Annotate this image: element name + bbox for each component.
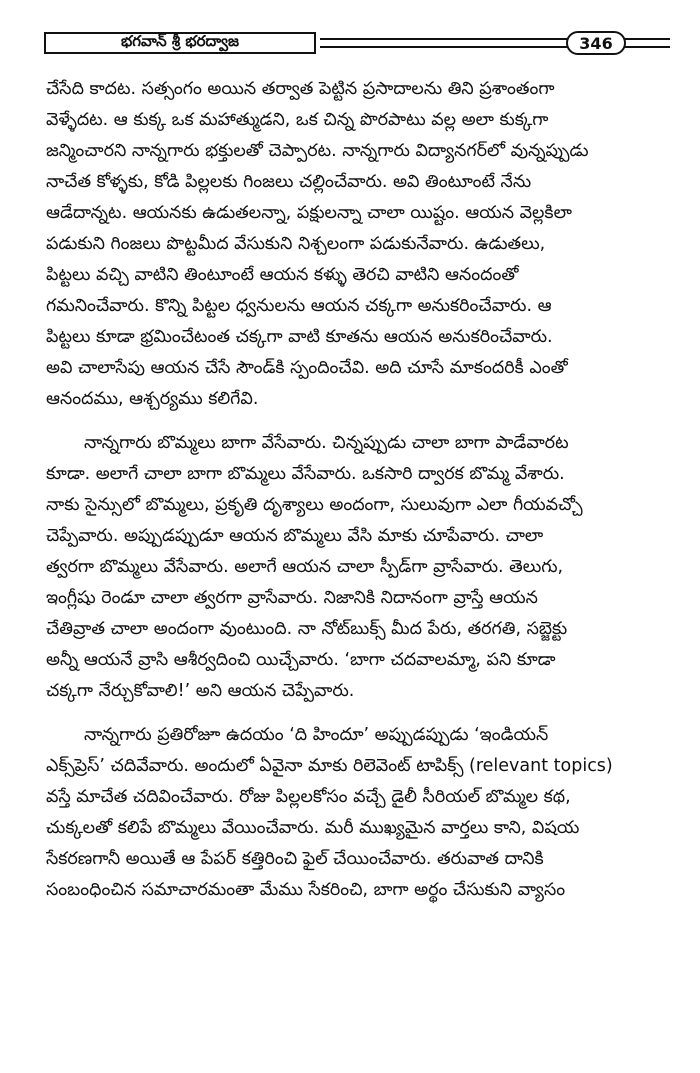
running-title-box xyxy=(44,32,316,54)
text-line: త్వరగా బొమ్మలు వేసేవారు. అలాగే ఆయన చాలా స్పీడ్‌గా వ్రాసేవారు. తెలుగు, xyxy=(46,557,564,577)
text-line: గమనించేవారు. కొన్ని పిట్టల ధ్వనులను ఆయన చక్కగా అనుకరించేవారు. ఆ xyxy=(46,296,552,316)
text-line: వెళ్ళేదట. ఆ కుక్క ఒక మహాత్ముడని, ఒక చిన్న పొరపాటు వల్ల అలా కుక్కగా xyxy=(46,110,549,130)
text-line: సేకరణగానీ అయితే ఆ పేపర్ కత్తిరించి ఫైల్ చేయించేవారు. తరువాత దానికి xyxy=(46,849,544,869)
page-number: 346 xyxy=(579,33,613,53)
text-line: నాచేత కోళ్ళకు, కోడి పిల్లలకు గింజలు చల్లించేవారు. అవి తింటూంటే నేను xyxy=(46,172,532,192)
text-line: జన్మించారని నాన్నగారు భక్తులతో చెప్పారట. నాన్నగారు విద్యానగర్‌లో వున్నప్పుడు xyxy=(46,141,589,161)
text-line: నాన్నగారు ప్రతిరోజూ ఉదయం ‘ది హిందూ’ అప్పుడప్పుడు ‘ఇండియన్ xyxy=(84,725,549,745)
paragraph-1 xyxy=(46,74,658,415)
text-line: పడుకుని గింజలు పొట్టమీద వేసుకుని నిశ్చలంగా పడుకునేవారు. ఉడుతలు, xyxy=(46,234,546,254)
text-line: వస్తే మాచేత చదివించేవారు. రోజు పిల్లలకోసం వచ్చే డైలీ సీరియల్ బొమ్మల కథ, xyxy=(46,787,571,807)
text-line: చేతివ్రాత చాలా అందంగా వుంటుంది. నా నోట్‌బుక్స్ మీద పేరు, తరగతి, సబ్జెక్టు xyxy=(46,619,568,639)
text-line: ఎక్స్‌ప్రెస్’ చదివేవారు. అందులో ఏవైనా మాకు రిలెవెంట్ టాపిక్స్ (relevant topics) xyxy=(46,756,613,776)
text-line: పిట్టలు కూడా భ్రమించేటంత చక్కగా వాటి కూతను ఆయన అనుకరించేవారు. xyxy=(46,327,553,347)
page-header xyxy=(44,32,670,58)
text-line: చక్కగా నేర్చుకోవాలి!’ అని ఆయన చెప్పేవారు. xyxy=(46,681,355,701)
body-text xyxy=(46,74,658,919)
text-line: చేసేది కాదట. సత్సంగం అయిన తర్వాత పెట్టిన ప్రసాదాలను తిని ప్రశాంతంగా xyxy=(46,79,555,99)
text-line: ఇంగ్లీషు రెండూ చాలా త్వరగా వ్రాసేవారు. నిజానికి నిదానంగా వ్రాస్తే ఆయన xyxy=(46,588,538,608)
text-line: కూడా. అలాగే చాలా బాగా బొమ్మలు వేసేవారు. ఒకసారి ద్వారక బొమ్మ వేశారు. xyxy=(46,464,565,484)
text-line: సంబంధించిన సమాచారమంతా మేము సేకరించి, బాగా అర్థం చేసుకుని వ్యాసం xyxy=(46,880,566,900)
text-line: నాన్నగారు బొమ్మలు బాగా వేసేవారు. చిన్నప్పుడు చాలా బాగా పాడేవారట xyxy=(84,433,569,453)
text-line: చుక్కలతో కలిపే బొమ్మలు వేయించేవారు. మరీ ముఖ్యమైన వార్తలు కాని, విషయ xyxy=(46,818,580,838)
running-title: భగవాన్ శ్రీ భరద్వాజ xyxy=(121,32,239,50)
paragraph-3 xyxy=(46,720,658,906)
text-line: ఆడేదాన్నట. ఆయనకు ఉడుతలన్నా, పక్షులన్నా చాలా యిష్టం. ఆయన వెల్లకిలా xyxy=(46,203,572,223)
text-line: ఆనందము, ఆశ్చర్యము కలిగేవి. xyxy=(46,389,259,409)
page-number-badge xyxy=(566,31,626,55)
text-line: అవి చాలాసేపు ఆయన చేసే సౌండ్‌కి స్పందించేవి. అది చూసే మాకందరికీ ఎంతో xyxy=(46,358,568,378)
text-line: చెప్పేవారు. అప్పుడప్పుడూ ఆయన బొమ్మలు వేసి మాకు చూపేవారు. చాలా xyxy=(46,526,544,546)
text-line: అన్నీ ఆయనే వ్రాసి ఆశీర్వదించి యిచ్చేవారు. ‘బాగా చదవాలమ్మా, పని కూడా xyxy=(46,650,556,670)
text-line: నాకు సైన్సులో బొమ్మలు, ప్రకృతి దృశ్యాలు అందంగా, సులువుగా ఎలా గీయవచ్చో xyxy=(46,495,583,515)
text-line: పిట్టలు వచ్చి వాటిని తింటూంటే ఆయన కళ్ళు తెరచి వాటిని ఆనందంతో xyxy=(46,265,519,285)
paragraph-2 xyxy=(46,428,658,707)
